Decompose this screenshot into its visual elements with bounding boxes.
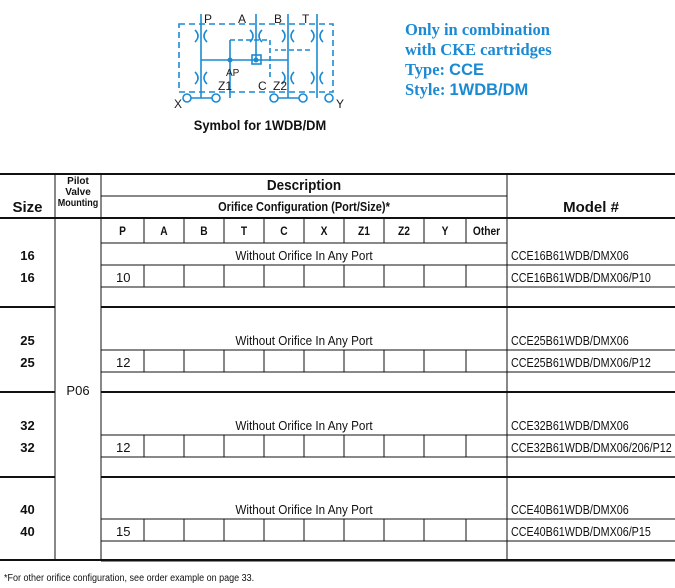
port-label-z2: Z2 <box>273 79 288 93</box>
port-header-z1: Z1 <box>358 224 370 238</box>
info-line-2: with CKE cartridges <box>405 40 552 59</box>
port-header-b: B <box>200 224 208 238</box>
size-value: 40 <box>20 524 35 539</box>
model-number: CCE40B61WDB/DMX06 <box>511 503 629 517</box>
port-header-a: A <box>160 224 168 238</box>
port-label-t: T <box>302 12 310 26</box>
size-value: 25 <box>20 355 35 370</box>
size-value: 25 <box>20 333 35 348</box>
p-orifice-value: 12 <box>116 355 131 370</box>
port-label-z1: Z1 <box>218 79 233 93</box>
model-number: CCE40B61WDB/DMX06/P15 <box>511 525 651 539</box>
p-orifice-value: 15 <box>116 524 131 539</box>
type-label: Type: <box>405 60 446 79</box>
orifice-header: Orifice Configuration (Port/Size)* <box>218 200 390 214</box>
pilot-header-2: Valve <box>65 187 91 198</box>
port-header-c: C <box>280 224 288 238</box>
no-orifice-text: Without Orifice In Any Port <box>235 248 373 263</box>
size-header: Size <box>12 199 43 216</box>
port-label-a: A <box>238 12 247 26</box>
size-value: 16 <box>20 248 35 263</box>
pilot-header-3: Mounting <box>57 198 99 209</box>
port-header-y: Y <box>441 224 449 238</box>
port-label-p: P <box>204 12 213 26</box>
style-label: Style: <box>405 80 446 99</box>
p-orifice-value: 12 <box>116 440 131 455</box>
port-header-t: T <box>240 224 248 238</box>
model-number: CCE16B61WDB/DMX06/P10 <box>511 271 651 285</box>
port-header-z2: Z2 <box>398 224 410 238</box>
style-value: 1WDB/DM <box>449 81 529 99</box>
no-orifice-text: Without Orifice In Any Port <box>235 333 373 348</box>
port-label-c: C <box>258 79 267 93</box>
pilot-header-1: Pilot <box>67 176 89 187</box>
type-value: CCE <box>449 61 484 79</box>
footnote: *For other orifice configuration, see order example on page 33. <box>4 573 255 584</box>
port-header-other: Other <box>472 224 501 238</box>
port-header-p: P <box>119 224 126 238</box>
info-line-1: Only in combination <box>405 20 550 39</box>
model-number: CCE16B61WDB/DMX06 <box>511 249 629 263</box>
port-header-x: X <box>320 224 328 238</box>
model-header: Model # <box>563 199 619 216</box>
model-number: CCE25B61WDB/DMX06/P12 <box>511 356 651 370</box>
size-value: 16 <box>20 270 35 285</box>
model-number: CCE32B61WDB/DMX06/206/P12 <box>511 441 672 455</box>
size-value: 32 <box>20 418 35 433</box>
port-label-ap: AP <box>226 68 240 79</box>
port-label-b: B <box>274 12 283 26</box>
symbol-caption: Symbol for 1WDB/DM <box>193 117 327 133</box>
model-number: CCE25B61WDB/DMX06 <box>511 334 629 348</box>
description-header: Description <box>266 177 342 194</box>
pilot-value: P06 <box>66 383 90 398</box>
no-orifice-text: Without Orifice In Any Port <box>235 502 373 517</box>
size-value: 32 <box>20 440 35 455</box>
no-orifice-text: Without Orifice In Any Port <box>235 418 373 433</box>
p-orifice-value: 10 <box>116 270 131 285</box>
model-number: CCE32B61WDB/DMX06 <box>511 419 629 433</box>
size-value: 40 <box>20 502 35 517</box>
port-label-x: X <box>174 97 183 110</box>
port-label-y: Y <box>336 97 345 110</box>
